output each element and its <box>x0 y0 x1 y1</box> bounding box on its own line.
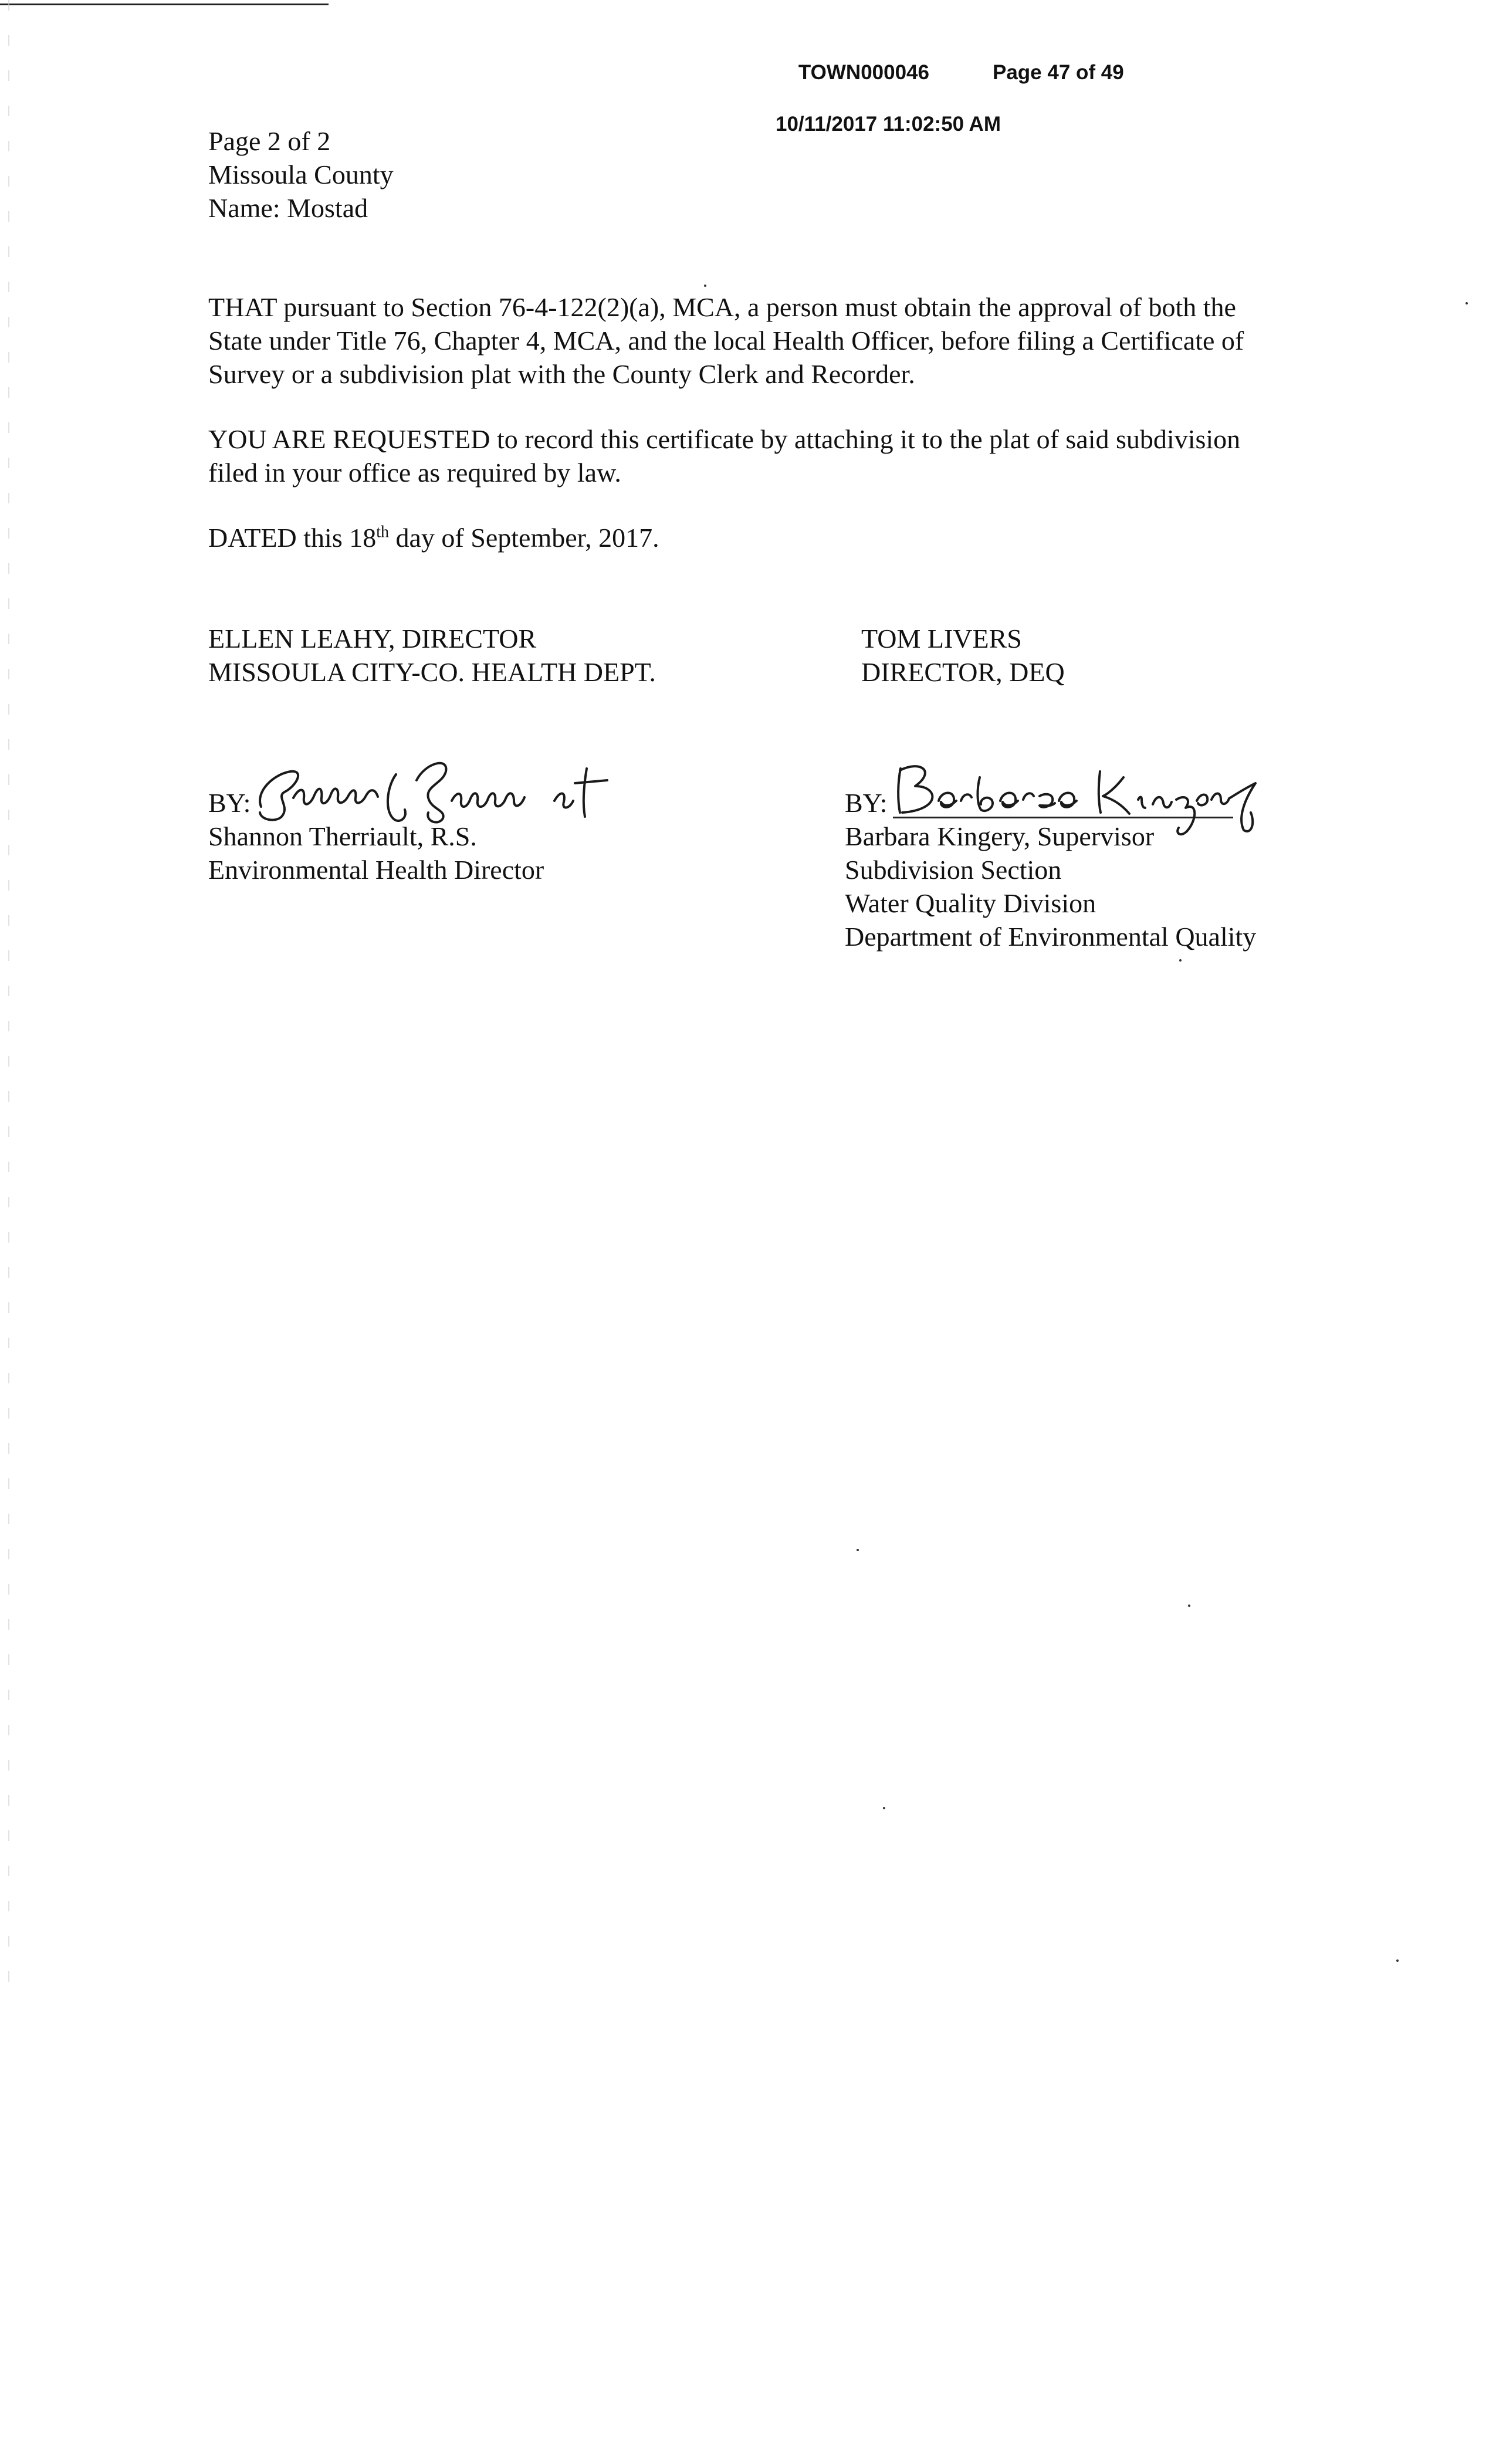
scan-speck <box>1188 1605 1190 1607</box>
page-header <box>208 124 394 225</box>
scan-speck <box>883 1807 885 1809</box>
right-by-label: BY: <box>845 788 888 818</box>
left-handwritten-signature <box>249 751 672 827</box>
scan-speck <box>1179 959 1182 962</box>
right-signer-name: Barbara Kingery, Supervisor <box>845 821 1155 851</box>
scan-speck <box>704 285 706 287</box>
scan-speck <box>1465 302 1468 304</box>
right-handwritten-signature <box>892 754 1314 836</box>
right-signer-line3: Water Quality Division <box>845 888 1096 918</box>
stamp-datetime: 10/11/2017 11:02:50 AM <box>776 113 1001 136</box>
left-signer-title: Environmental Health Director <box>208 855 544 885</box>
left-official-dept: MISSOULA CITY-CO. HEALTH DEPT. <box>208 657 656 687</box>
right-signer-line4: Department of Environmental Quality <box>845 922 1257 952</box>
left-official-heading <box>208 622 656 689</box>
left-by-label: BY: <box>208 788 251 818</box>
right-official-dept: DIRECTOR, DEQ <box>861 657 1065 687</box>
dated-line: DATED this 18th day of September, 2017. <box>208 523 659 553</box>
header-county: Missoula County <box>208 160 394 189</box>
paragraph-pursuant: THAT pursuant to Section 76-4-122(2)(a), MCA, a person must obtain the approval of both the State under Title 76, Chapter 4, MCA, and the local Health Officer, before filing a Certificate of Survey or a subdivision plat with the County Clerk and Recorder. <box>208 292 1244 389</box>
left-signer-name: Shannon Therriault, R.S. <box>208 821 477 851</box>
scan-artifact-line <box>0 4 329 5</box>
paragraph-request: YOU ARE REQUESTED to record this certificate by attaching it to the plat of said subdivision filed in your office as required by law. <box>208 424 1241 488</box>
right-signer-line2: Subdivision Section <box>845 855 1062 885</box>
stamp-page: Page 47 of 49 <box>992 61 1124 84</box>
left-official-name: ELLEN LEAHY, DIRECTOR <box>208 624 537 654</box>
scan-artifact-edge <box>8 0 9 1995</box>
header-name: Name: Mostad <box>208 193 368 223</box>
right-official-heading <box>861 622 1065 689</box>
scan-speck <box>1396 1959 1399 1962</box>
scan-speck <box>857 1549 859 1551</box>
header-page: Page 2 of 2 <box>208 126 331 156</box>
right-official-name: TOM LIVERS <box>861 624 1022 654</box>
right-signature-block <box>845 786 1256 953</box>
stamp-doc-id: TOWN000046 <box>798 61 929 84</box>
left-signature-block <box>208 786 544 886</box>
document-stamp <box>776 34 1124 137</box>
